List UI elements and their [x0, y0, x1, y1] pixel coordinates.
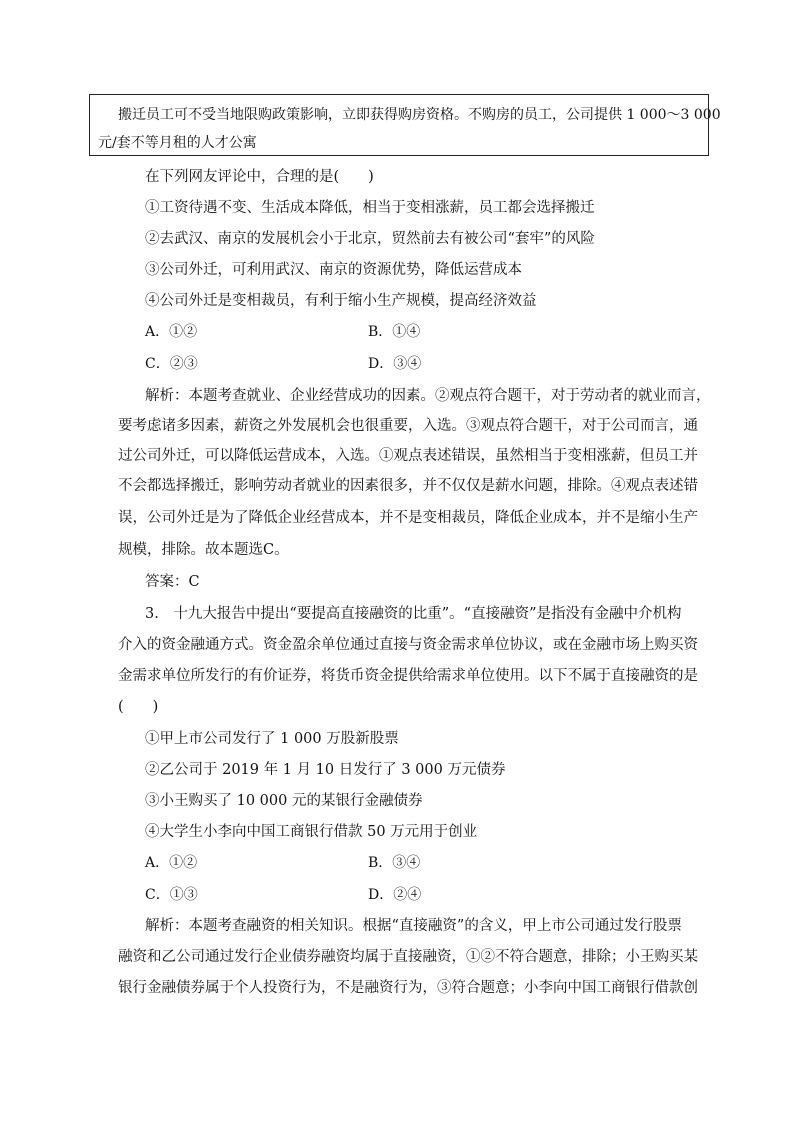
statement-item: ①甲上市公司发行了 1 000 万股新股票 [145, 731, 399, 747]
option-d: D．②④ [368, 887, 422, 903]
question-stem: ( ) [118, 699, 159, 715]
analysis-line: 要考虑诸多因素，薪资之外发展机会也很重要，入选。③观点符合题干，对于公司而言，通 [118, 418, 698, 434]
answer-line: 答案：C [145, 574, 200, 590]
statement-item: ④公司外迁是变相裁员，有利于缩小生产规模，提高经济效益 [145, 293, 537, 309]
analysis-line: 过公司外迁，可以降低运营成本，入选。①观点表述错误，虽然相当于变相涨薪，但员工并 [118, 448, 698, 464]
option-a: A．①② [145, 324, 198, 340]
question-stem: 介入的资金融通方式。资金盈余单位通过直接与资金需求单位协议，或在金融市场上购买资 [118, 637, 698, 653]
analysis-line: 解析：本题考查融资的相关知识。根据“直接融资”的含义，甲上市公司通过发行股票 [145, 918, 682, 934]
info-box [89, 94, 721, 156]
analysis-line: 融资和乙公司通过发行企业债券融资均属于直接融资，①②不符合题意，排除；小王购买某 [118, 949, 698, 965]
option-b: B．①④ [368, 324, 421, 340]
statement-item: ③小王购买了 10 000 元的某银行金融债券 [145, 793, 423, 809]
analysis-line: 规模，排除。故本题选C。 [118, 542, 289, 558]
option-c: C．②③ [145, 356, 198, 372]
option-c: C．①③ [145, 887, 198, 903]
question-stem: 金需求单位所发行的有价证券，将货币资金提供给需求单位使用。以下不属于直接融资的是 [118, 668, 698, 684]
analysis-line: 不会都选择搬迁，影响劳动者就业的因素很多，并不仅仅是薪水问题，排除。④观点表述错 [118, 478, 698, 494]
info-box-line-1: 搬迁员工可不受当地限购政策影响，立即获得购房资格。不购房的员工，公司提供 1 000～3 000 [118, 107, 721, 123]
option-d: D．③④ [368, 356, 422, 372]
statement-item: ④大学生小李向中国工商银行借款 50 万元用于创业 [145, 824, 478, 840]
statement-item: ②乙公司于 2019 年 1 月 10 日发行了 3 000 万元债券 [145, 762, 506, 778]
info-box-line-2: 元/套不等月租的人才公寓 [98, 135, 257, 151]
statement-item: ③公司外迁，可利用武汉、南京的资源优势，降低运营成本 [145, 262, 522, 278]
question-stem: 3. 十九大报告中提出“要提高直接融资的比重”。“直接融资”是指没有金融中介机构 [145, 606, 682, 622]
option-b: B．③④ [368, 855, 421, 871]
statement-item: ①工资待遇不变、生活成本降低，相当于变相涨薪，员工都会选择搬迁 [145, 200, 595, 216]
analysis-line: 解析：本题考查就业、企业经营成功的因素。②观点符合题干，对于劳动者的就业而言， [145, 388, 711, 404]
statement-item: ②去武汉、南京的发展机会小于北京，贸然前去有被公司“套牢”的风险 [145, 231, 595, 247]
analysis-line: 误，公司外迁是为了降低企业经营成本，并不是变相裁员，降低企业成本，并不是缩小生产 [118, 510, 698, 526]
option-a: A．①② [145, 855, 198, 871]
question-stem: 在下列网友评论中，合理的是( ) [145, 169, 374, 185]
analysis-line: 银行金融债券属于个人投资行为，不是融资行为，③符合题意；小李向中国工商银行借款创 [118, 980, 698, 996]
